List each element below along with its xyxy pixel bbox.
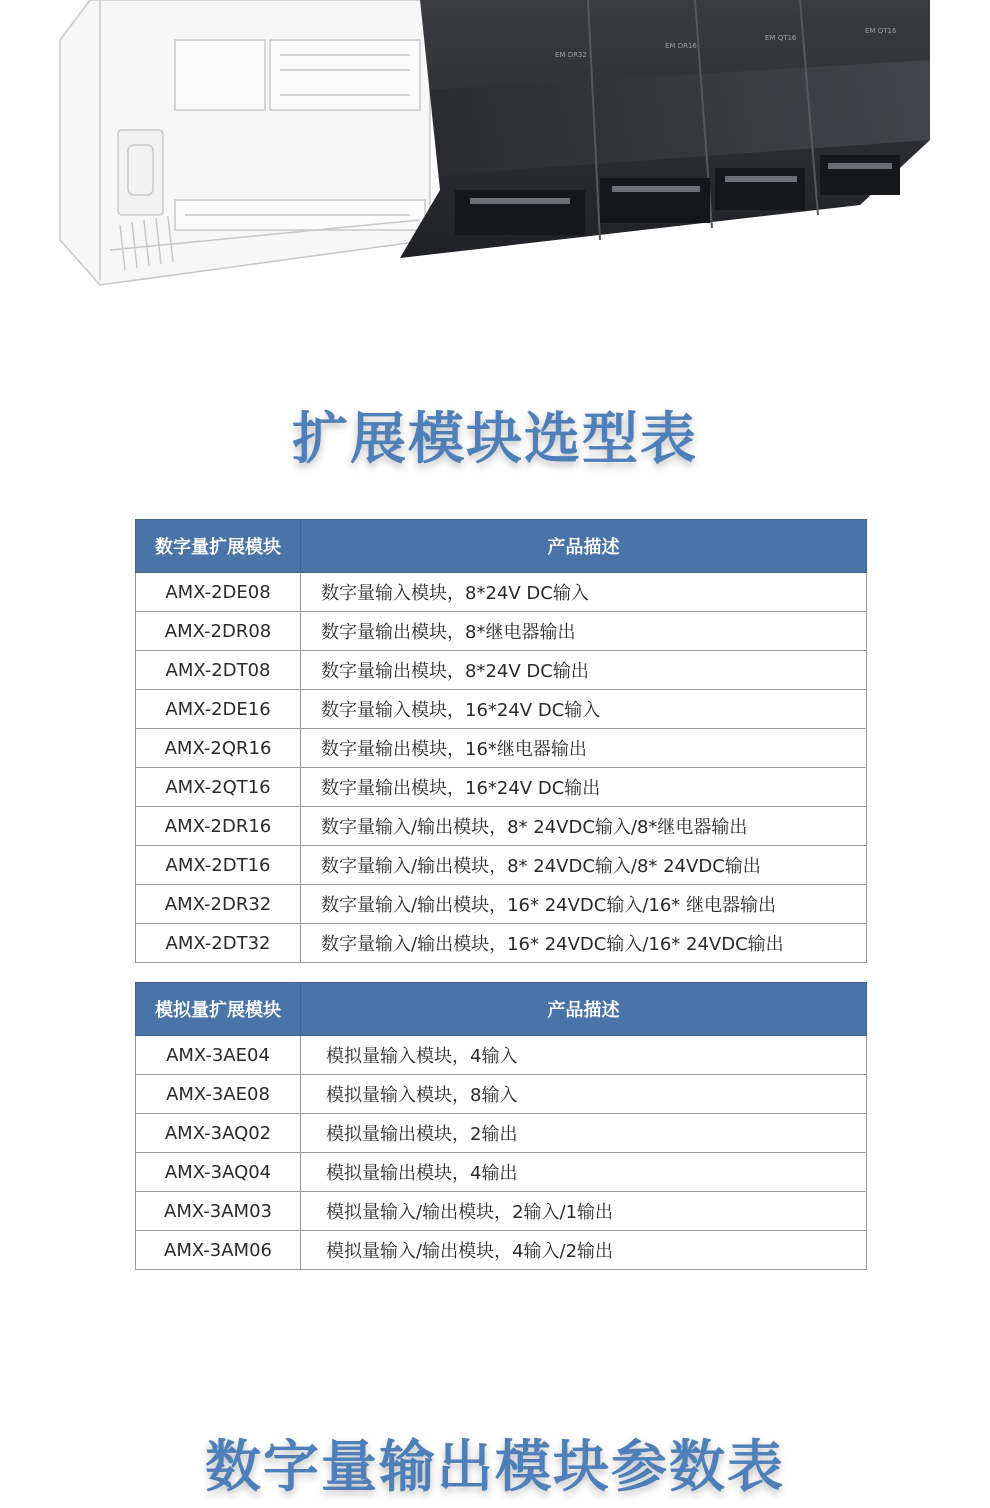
model-cell: AMX-2DR32 xyxy=(136,885,301,924)
column-header-description: 产品描述 xyxy=(301,983,867,1036)
model-cell: AMX-3AE08 xyxy=(136,1075,301,1114)
column-header-description: 产品描述 xyxy=(301,520,867,573)
description-cell: 模拟量输入模块，4输入 xyxy=(301,1036,867,1075)
description-cell: 数字量输出模块，8*24V DC输出 xyxy=(301,651,867,690)
table-row xyxy=(136,1114,867,1153)
table-row xyxy=(136,1231,867,1270)
table-row xyxy=(136,651,867,690)
description-cell: 数字量输出模块，16*继电器输出 xyxy=(301,729,867,768)
table-row xyxy=(136,846,867,885)
description-cell: 模拟量输入/输出模块，4输入/2输出 xyxy=(301,1231,867,1270)
expansion-modules xyxy=(400,0,930,258)
table-row xyxy=(136,807,867,846)
description-cell: 数字量输入/输出模块，8* 24VDC输入/8* 24VDC输出 xyxy=(301,846,867,885)
table-row xyxy=(136,1153,867,1192)
model-cell: AMX-3AE04 xyxy=(136,1036,301,1075)
model-cell: AMX-2DR08 xyxy=(136,612,301,651)
description-cell: 模拟量输入/输出模块，2输入/1输出 xyxy=(301,1192,867,1231)
table-row xyxy=(136,1036,867,1075)
model-cell: AMX-3AM06 xyxy=(136,1231,301,1270)
module-label: EM DR16 xyxy=(665,42,697,50)
model-cell: AMX-2DE16 xyxy=(136,690,301,729)
table-row xyxy=(136,573,867,612)
description-cell: 数字量输出模块，16*24V DC输出 xyxy=(301,768,867,807)
model-cell: AMX-2DT16 xyxy=(136,846,301,885)
digital-module-table xyxy=(135,519,867,963)
table-header-row xyxy=(136,520,867,573)
model-cell: AMX-3AM03 xyxy=(136,1192,301,1231)
description-cell: 数字量输入模块，8*24V DC输入 xyxy=(301,573,867,612)
table-row xyxy=(136,1192,867,1231)
table-row xyxy=(136,924,867,963)
model-cell: AMX-2QR16 xyxy=(136,729,301,768)
product-illustration xyxy=(0,0,990,300)
table-row xyxy=(136,729,867,768)
section-title-digital-output-params: 数字量输出模块参数表 xyxy=(205,1435,785,1500)
section-title-selection: 扩展模块选型表 xyxy=(292,407,698,472)
cpu-module-outline xyxy=(60,0,430,285)
module-label: EM QT16 xyxy=(765,34,797,42)
model-cell: AMX-2DE08 xyxy=(136,573,301,612)
column-header-model: 模拟量扩展模块 xyxy=(136,983,301,1036)
module-label: EM DR32 xyxy=(555,51,587,59)
table-row xyxy=(136,612,867,651)
model-cell: AMX-2QT16 xyxy=(136,768,301,807)
analog-module-table xyxy=(135,982,867,1270)
table-row xyxy=(136,1075,867,1114)
description-cell: 模拟量输入模块，8输入 xyxy=(301,1075,867,1114)
model-cell: AMX-3AQ02 xyxy=(136,1114,301,1153)
description-cell: 数字量输入/输出模块，16* 24VDC输入/16* 继电器输出 xyxy=(301,885,867,924)
plc-modules-image xyxy=(0,0,990,300)
table-row xyxy=(136,885,867,924)
table-row xyxy=(136,768,867,807)
table-header-row xyxy=(136,983,867,1036)
model-cell: AMX-3AQ04 xyxy=(136,1153,301,1192)
column-header-model: 数字量扩展模块 xyxy=(136,520,301,573)
model-cell: AMX-2DT32 xyxy=(136,924,301,963)
module-label: EM QT16 xyxy=(865,27,897,35)
model-cell: AMX-2DT08 xyxy=(136,651,301,690)
description-cell: 数字量输入模块，16*24V DC输入 xyxy=(301,690,867,729)
description-cell: 数字量输入/输出模块，8* 24VDC输入/8*继电器输出 xyxy=(301,807,867,846)
description-cell: 数字量输入/输出模块，16* 24VDC输入/16* 24VDC输出 xyxy=(301,924,867,963)
description-cell: 模拟量输出模块，4输出 xyxy=(301,1153,867,1192)
table-row xyxy=(136,690,867,729)
description-cell: 数字量输出模块，8*继电器输出 xyxy=(301,612,867,651)
description-cell: 模拟量输出模块，2输出 xyxy=(301,1114,867,1153)
model-cell: AMX-2DR16 xyxy=(136,807,301,846)
